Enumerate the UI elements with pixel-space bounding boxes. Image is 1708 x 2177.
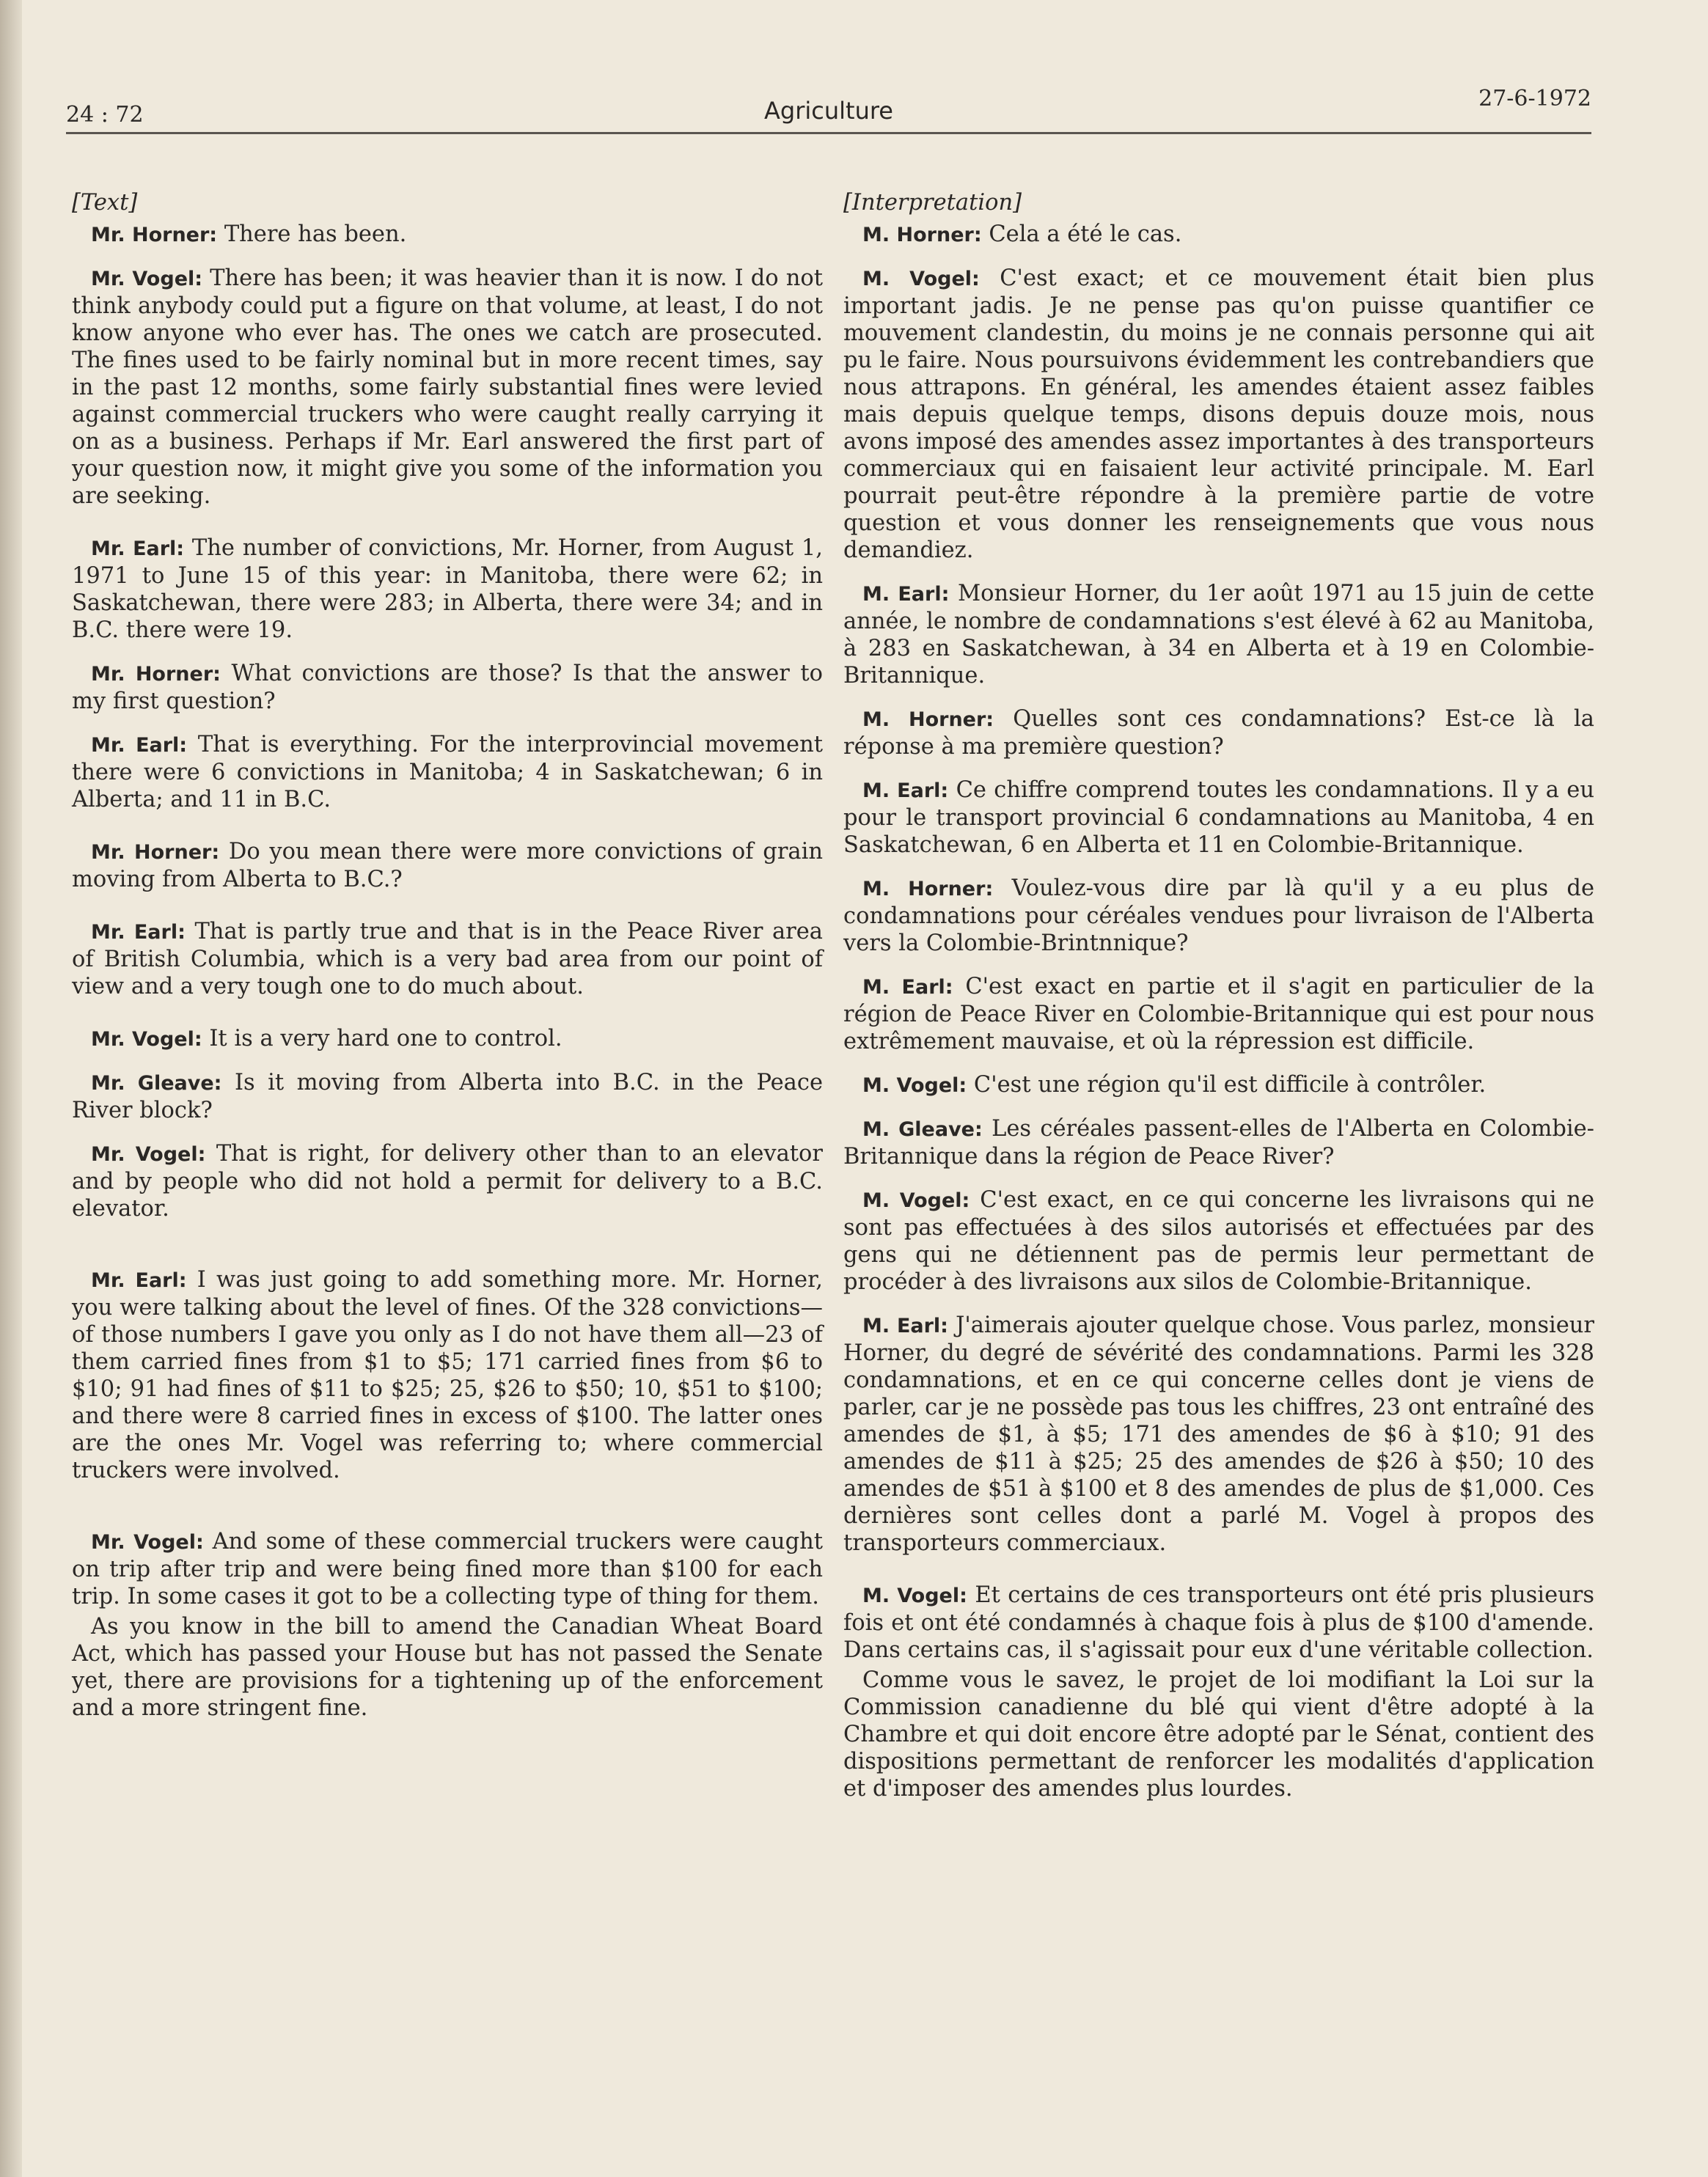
speaker: Mr. Earl: <box>91 734 188 757</box>
speaker: Mr. Horner: <box>91 224 218 246</box>
speech: C'est exact en partie et il s'agit en particulier de la région de Peace River en Colombie-Britannique qui est pour nous extrêmement mauvaise, et où la répression est difficile. <box>843 974 1595 1054</box>
paragraph <box>72 918 823 1000</box>
speaker: Mr. Vogel: <box>91 268 203 290</box>
paragraph <box>72 731 823 813</box>
speech: C'est exact; et ce mouvement était bien plus important jadis. Je ne pense pas qu'on puisse quantifier ce mouvement clandestin, du moins je ne connais personne qui ait pu le faire. Nous poursuivons évidemment les contrebandiers que nous attrapons. En général, les amendes étaient assez faibles mais depuis quelque temps, disons depuis douze mois, nous avons imposé des amendes assez importantes à des transporteurs commerciaux qui en faisaient leur activité principale. M. Earl pourrait peut-être répondre à la première partie de votre question et vous donner les renseignements que vous nous demandiez. <box>843 265 1594 563</box>
paragraph <box>72 1069 823 1124</box>
speaker: Mr. Vogel: <box>91 1531 204 1554</box>
speech: There has been. <box>224 221 407 247</box>
paragraph <box>843 1115 1594 1170</box>
page-binding-shadow <box>0 0 22 2177</box>
paragraph <box>843 221 1594 249</box>
paragraph <box>72 221 823 249</box>
paragraph <box>843 1312 1594 1557</box>
speaker: Mr. Vogel: <box>91 1028 202 1051</box>
page-date: 27-6-1972 <box>1478 86 1591 111</box>
paragraph <box>72 1528 823 1610</box>
speaker: M. Horner: <box>862 878 994 900</box>
paragraph <box>72 660 823 715</box>
french-column <box>843 189 1594 1818</box>
speaker: M. Vogel: <box>862 1585 967 1607</box>
speech: There has been; it was heavier than it is now. I do not think anybody could put a figure on that volume, at least, I do not know anyone who ever has. The ones we catch are prosecuted. The fines used to be fairly nominal but in more recent times, say in the past 12 months, some fairly substantial fines were levied against commercial truckers who were caught really carrying it on as a business. Perhaps if Mr. Earl answered the first part of your question now, it might give you some of the information you are seeking. <box>72 265 823 509</box>
paragraph <box>72 265 823 510</box>
speaker: Mr. Gleave: <box>91 1072 222 1095</box>
speech: J'aimerais ajouter quelque chose. Vous parlez, monsieur Horner, du degré de sévérité des condamnations. Parmi les 328 condamnations, et en ce qui concerne celles dont je viens de parler, car je ne possède pas tous les chiffres, 23 ont entraîné des amendes de $1, à $5; 171 des amendes de $6 à $10; 91 des amendes de $11 à $25; 25 des amendes de $26 à $50; 10 des amendes de $51 à $100 et 8 des amendes de plus de $1,000. Ces dernières sont celles dont a parlé M. Vogel à propos des transporteurs commerciaux. <box>843 1313 1594 1556</box>
speaker: Mr. Vogel: <box>91 1143 206 1166</box>
speaker: M. Horner: <box>862 708 994 731</box>
paragraph <box>72 1025 823 1053</box>
speech: It is a very hard one to control. <box>209 1026 562 1051</box>
speaker: M. Earl: <box>862 779 949 802</box>
speaker: M. Earl: <box>862 1315 948 1337</box>
speech: What convictions are those? Is that the answer to my first question? <box>72 661 823 714</box>
speech: C'est une région qu'il est difficile à contrôler. <box>973 1072 1487 1098</box>
paragraph <box>72 1266 823 1484</box>
speech: Do you mean there were more convictions of grain moving from Alberta to B.C.? <box>72 839 823 892</box>
column-tag: [Text] <box>72 190 138 216</box>
speech: That is everything. For the interprovincial movement there were 6 convictions in Manitoba; 4 in Saskatchewan; 6 in Alberta; and 11 in B.C. <box>72 732 823 812</box>
speech: Et certains de ces transporteurs ont été pris plusieurs fois et ont été condamnés à chaque fois à plus de $100 d'amende. Dans certains cas, il s'agissait pour eux d'une véritable collection. <box>843 1582 1594 1663</box>
speaker: Mr. Earl: <box>91 921 186 944</box>
speech: And some of these commercial truckers were caught on trip after trip and were being fined more than $100 for each trip. In some cases it got to be a collecting type of thing for them. <box>72 1529 823 1609</box>
speech: Comme vous le savez, le projet de loi modifiant la Loi sur la Commission canadienne du blé qui vient d'être adopté à la Chambre et qui doit encore être adopté par le Sénat, contient des dispositions permettant de renforcer les modalités d'application et d'imposer des amendes plus lourdes. <box>843 1667 1594 1802</box>
speaker: M. Earl: <box>862 583 950 606</box>
paragraph <box>72 1613 823 1722</box>
speech: I was just going to add something more. Mr. Horner, you were talking about the level of fines. Of the 328 convictions—of those numbers I gave you only as I do not have them all—23 of them carried fines from $1 to $5; 171 carried fines from $6 to $10; 91 had fines of $11 to $25; 25, $26 to $50; 10, $51 to $100; and there were 8 carried fines in excess of $100. The latter ones are the ones Mr. Vogel was referring to; where commercial truckers were involved. <box>72 1267 823 1483</box>
speech: C'est exact, en ce qui concerne les livraisons qui ne sont pas effectuées à des silos autorisés et effectuées par des gens qui ne détiennent pas de permis leur permettant de procéder à des livraisons aux silos de Colombie-Britannique. <box>843 1187 1594 1295</box>
speech: Cela a été le cas. <box>989 221 1182 247</box>
speaker: M. Horner: <box>862 224 982 246</box>
paragraph <box>843 777 1594 859</box>
page-header <box>66 87 1591 134</box>
paragraph <box>843 875 1594 957</box>
paragraph <box>843 1071 1594 1099</box>
speaker: Mr. Horner: <box>91 663 221 686</box>
page-number: 24 : 72 <box>66 102 144 128</box>
paragraph <box>843 973 1594 1055</box>
paragraph <box>843 1667 1594 1802</box>
paragraph <box>72 535 823 644</box>
column-tag: [Interpretation] <box>843 190 1022 216</box>
speaker: Mr. Horner: <box>91 841 220 864</box>
speech: That is partly true and that is in the Peace River area of British Columbia, which is a very bad area from our point of view and a very tough one to do much about. <box>72 919 823 999</box>
paragraph <box>843 265 1594 564</box>
speaker: M. Earl: <box>862 976 953 999</box>
paragraph <box>843 1582 1594 1664</box>
speech: Monsieur Horner, du 1er août 1971 au 15 juin de cette année, le nombre de condamnations s'est élevé à 62 au Manitoba, à 283 en Saskatchewan, à 34 en Alberta et à 19 en Colombie-Britannique. <box>843 581 1594 689</box>
speaker: M. Vogel: <box>862 1189 970 1212</box>
speaker: Mr. Earl: <box>91 537 185 560</box>
speaker: M. Vogel: <box>862 1074 967 1097</box>
paragraph <box>843 705 1594 760</box>
speech: As you know in the bill to amend the Canadian Wheat Board Act, which has passed your House but has not passed the Senate yet, there are provisions for a tightening up of the enforcement and a more stringent fine. <box>72 1614 823 1721</box>
speech: Quelles sont ces condamnations? Est-ce là la réponse à ma première question? <box>843 706 1594 760</box>
paragraph <box>72 838 823 893</box>
paragraph <box>843 580 1594 689</box>
speaker: Mr. Earl: <box>91 1269 187 1292</box>
speaker: M. Gleave: <box>862 1118 983 1141</box>
speaker: M. Vogel: <box>862 268 980 290</box>
speech: Is it moving from Alberta into B.C. in the Peace River block? <box>72 1070 823 1123</box>
speech: The number of convictions, Mr. Horner, from August 1, 1971 to June 15 of this year: in Manitoba, there were 62; in Saskatchewan, there were 283; in Alberta, there were 34; and in B.C. there were 19. <box>72 535 823 643</box>
speech: Voulez-vous dire par là qu'il y a eu plus de condamnations pour céréales vendues pour livraison de l'Alberta vers la Colombie-Brintnnique? <box>843 875 1595 956</box>
speech: That is right, for delivery other than to an elevator and by people who did not hold a permit for delivery to a B.C. elevator. <box>72 1141 823 1222</box>
speech: Ce chiffre comprend toutes les condamnations. Il y a eu pour le transport provincial 6 condamnations au Manitoba, 4 en Saskatchewan, 6 en Alberta et 11 en Colombie-Britannique. <box>843 777 1594 858</box>
paragraph <box>72 1140 823 1222</box>
speech: Les céréales passent-elles de l'Alberta en Colombie-Britannique dans la région de Peace River? <box>843 1116 1594 1170</box>
english-column <box>72 189 823 1738</box>
paragraph <box>843 1186 1594 1296</box>
section-title: Agriculture <box>764 97 893 125</box>
